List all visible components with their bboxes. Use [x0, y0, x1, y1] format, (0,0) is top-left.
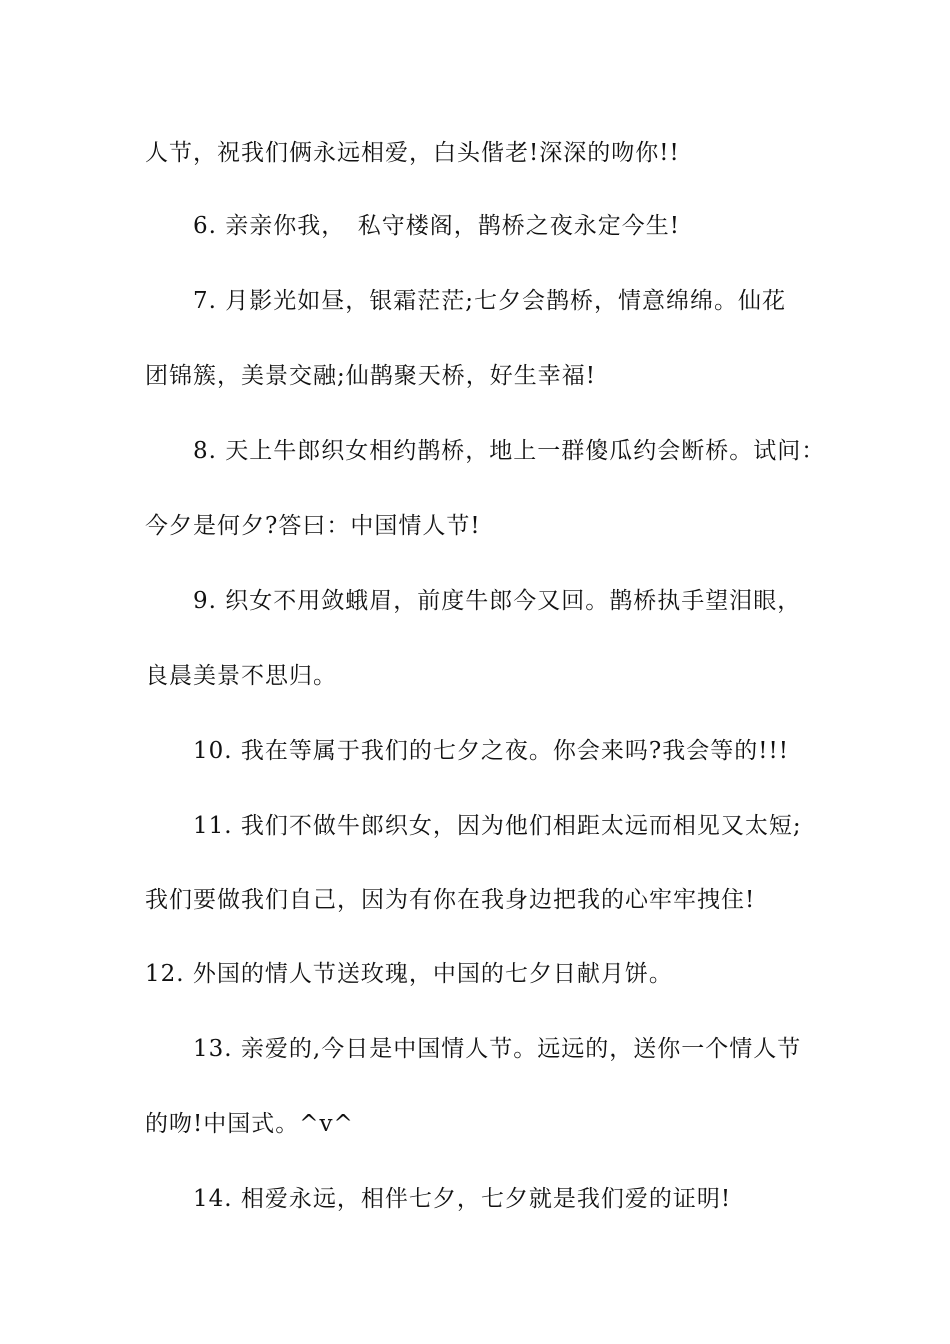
text-line: 团锦簇，美景交融;仙鹊聚天桥，好生幸福! — [145, 363, 596, 389]
text-line: 的吻!中国式。^v^ — [145, 1111, 354, 1137]
text-line: 6. 亲亲你我， 私守楼阁，鹊桥之夜永定今生! — [193, 213, 680, 239]
text-line: 13. 亲爱的,今日是中国情人节。远远的，送你一个情人节 — [193, 1036, 802, 1062]
text-line: 9. 织女不用敛蛾眉，前度牛郎今又回。鹊桥执手望泪眼， — [193, 588, 802, 614]
text-line: 良晨美景不思归。 — [145, 663, 337, 689]
text-line: 8. 天上牛郎织女相约鹊桥，地上一群傻瓜约会断桥。试问： — [193, 438, 826, 464]
text-line: 人节，祝我们俩永远相爱，白头偕老!深深的吻你!! — [145, 140, 680, 166]
text-line: 7. 月影光如昼，银霜茫茫;七夕会鹊桥，情意绵绵。仙花 — [193, 288, 787, 314]
text-line: 我们要做我们自己，因为有你在我身边把我的心牢牢拽住! — [145, 887, 756, 913]
text-line: 今夕是何夕?答曰：中国情人节! — [145, 513, 481, 539]
text-line: 12. 外国的情人节送玫瑰，中国的七夕日献月饼。 — [145, 961, 673, 987]
text-line: 11. 我们不做牛郎织女，因为他们相距太远而相见又太短; — [193, 813, 802, 839]
text-line: 10. 我在等属于我们的七夕之夜。你会来吗?我会等的!!! — [193, 738, 789, 764]
text-line: 14. 相爱永远，相伴七夕，七夕就是我们爱的证明! — [193, 1186, 732, 1212]
